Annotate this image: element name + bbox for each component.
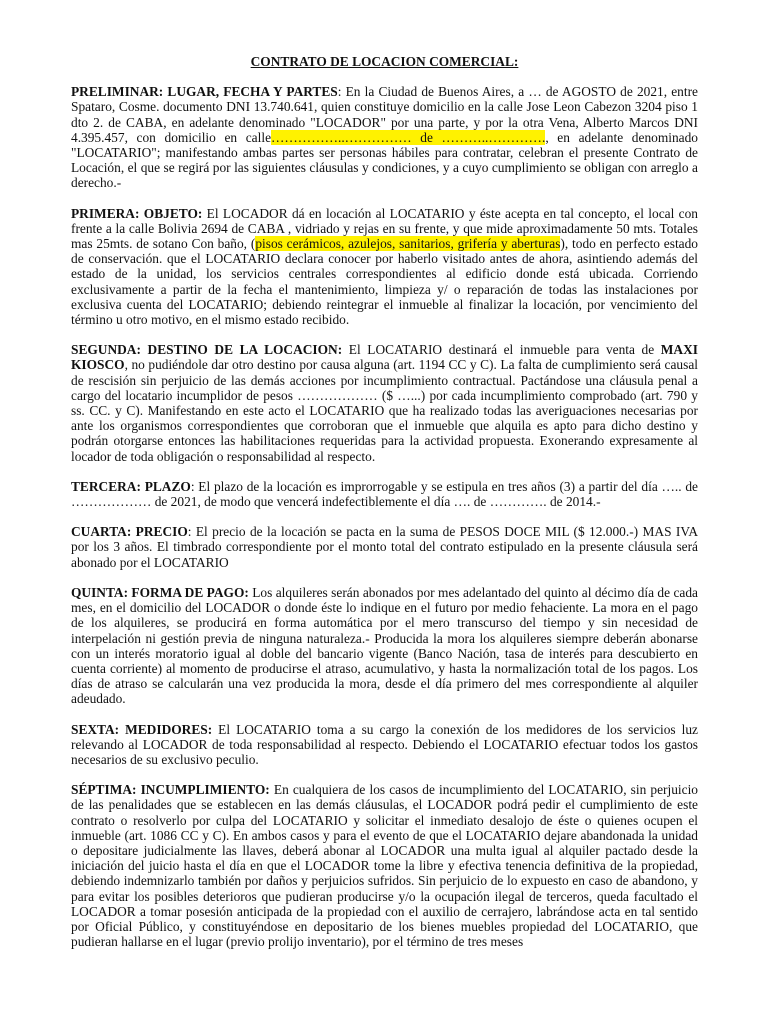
document-title: CONTRATO DE LOCACION COMERCIAL: xyxy=(250,54,519,69)
clause-heading: PRELIMINAR: LUGAR, FECHA Y PARTES xyxy=(71,84,338,100)
clause-heading: CUARTA: PRECIO xyxy=(71,524,188,540)
clause-text: En cualquiera de los casos de incumplimiento del LOCATARIO, sin perjuicio de las penalidades que se establecen en las demás cláusulas, el LOCADOR podrá pedir el cumplimiento de este contrato o resolverlo por culpa del LOCATARIO y solicitar el inmediato desalojo de éste o quienes ocupen el inmueble (art. 1086 CC y C). En ambos casos y para el evento de que el LOCATARIO dejare abandonada la unidad o depositare judicialmente las llaves, deberá abonar al LOCADOR una multa igual al alquiler pactado desde la iniciación del juicio hasta el día en que el LOCADOR tome la libre y efectiva tenencia definitiva de la propiedad, debiendo indemnizarlo también por daños y perjuicios sufridos. Sin perjuicio de lo expuesto en caso de abandono, y para evitar los posibles deterioros que pudieran producirse y/o la ocupación ilegal de terceros, queda facultado el LOCADOR a tomar posesión anticipada de la propiedad con el auxilio de cerrajero, labrándose acta en tal sentido por Oficial Público, y constituyéndose en depositario de los bienes muebles propiedad del LOCATARIO, que pudieran hallarse en el lugar (previo prolijo inventario), por el término de tres meses xyxy=(71,782,698,950)
clause-cuarta xyxy=(71,524,698,570)
clause-text: , no pudiéndole dar otro destino por causa alguna (art. 1194 CC y C). La falta de cumplimiento será causal de rescisión sin perjuicio de las demás acciones por incumplimiento contractual. Pactándose una cláusula penal a cargo del locatario incumplidor de pesos ……………… ($ …...) por cada incumplimiento comprobado (art. 790 y ss. CC. y C). Manifestando en este acto el LOCATARIO que ha realizado todas las averiguaciones necesarias por ante los organismos correspondientes que corroboran que el inmueble que alquila es apto para dicho destino y podrán otorgarse entonces las habilitaciones requeridas para la actividad propuesta. Exonerando expresamente al locador de toda obligación o responsabilidad al respecto. xyxy=(71,357,698,464)
clause-preliminar xyxy=(71,84,698,190)
clause-text: El LOCADOR dá en locación al LOCATARIO y éste acepta en tal concepto, el local con frente a la calle Bolivia 2694 de CABA , vidriado y rejas en su frente, y que mide aproximadamente 50 mts. Totales mas 25mts. de sotano Con baño, ( xyxy=(71,205,698,252)
clause-heading: TERCERA: PLAZO xyxy=(71,478,191,494)
clause-text: Los alquileres serán abonados por mes adelantado del quinto al décimo día de cada mes, en el domicilio del LOCADOR o donde éste lo indique en el futuro por medio fehaciente. La mora en el pago de los alquileres, se producirá en forma automática por el mero transcurso del tiempo y sin necesidad de interpelación ni gestión previa de ninguna naturaleza.- Producida la mora los alquileres siempre deberán abonarse con un interés moratorio igual al doble del bancario vigente (Banco Nación, tasa de interés para descubierto en cuenta corriente) al momento de producirse el atraso, acumulativo, y hasta la normalización total de los pagos. Los días de atraso se calcularán una vez producida la mora, desde el día primero del mes correspondiente al alquiler adeudado. xyxy=(71,584,698,707)
clause-tercera xyxy=(71,479,698,509)
bold-text: MAXI KIOSCO xyxy=(71,342,698,373)
clause-text: : El precio de la locación se pacta en la suma de PESOS DOCE MIL ($ 12.000.-) MAS IVA por los 3 años. El timbrado correspondiente por el monto total del contrato estipulado en la presente cláusula será abonado por el LOCATARIO xyxy=(71,524,699,570)
clause-heading: SEXTA: MEDIDORES: xyxy=(71,721,213,737)
clause-text: ), todo en perfecto estado de conservación. que el LOCATARIO declara conocer por haberlo visitado antes de ahora, asintiendo además del estado de la unidad, los servicios centrales correspondientes al edificio donde está ubicada. Corriendo exclusivamente a partir de la fecha el mantenimiento, limpieza y/ o reparación de todas las instalaciones por exclusiva cuenta del LOCATARIO; debiendo reintegrar el inmueble al finalizar la locación, por vencimiento del término u otro motivo, en el mismo estado recibido. xyxy=(71,236,699,328)
clause-primera xyxy=(71,206,698,328)
clause-quinta xyxy=(71,585,698,707)
clause-heading: SEGUNDA: DESTINO DE LA LOCACION: xyxy=(71,342,343,358)
clause-text: : En la Ciudad de Buenos Aires, a … de AGOSTO de 2021, entre Spataro, Cosme. documento DNI 13.740.641, quien constituye domicilio en la calle Jose Leon Cabezon 3204 piso 1 dto 2. de CABA, en adelante denominado "LOCADOR" por una parte, y por la otra Vena, Alberto Marcos DNI 4.395.457, con domicilio en calle xyxy=(71,84,698,145)
clause-septima xyxy=(71,782,698,949)
clause-heading: SÉPTIMA: INCUMPLIMIENTO: xyxy=(71,782,270,798)
clause-text: , en adelante denominado "LOCATARIO"; manifestando ambas partes ser personas hábiles para contratar, celebran el presente Contrato de Locación, el que se regirá por las siguientes cláusulas y condiciones, y a cuyo cumplimiento se obligan con arreglo a derecho.- xyxy=(71,129,698,191)
clause-segunda xyxy=(71,342,698,464)
clause-text: : El plazo de la locación es improrrogable y se estipula en tres años (3) a partir del día ….. de ……………… de 2021, de modo que vencerá indefectiblemente el día …. de …………. de 2014.- xyxy=(71,478,698,510)
clause-heading: QUINTA: FORMA DE PAGO: xyxy=(71,584,249,600)
clause-heading: PRIMERA: OBJETO: xyxy=(71,205,203,221)
highlighted-text: pisos cerámicos, azulejos, sanitarios, grifería y aberturas xyxy=(255,236,561,252)
highlighted-text: ……………..…………… de ………..…………. xyxy=(271,129,546,145)
clause-sexta xyxy=(71,722,698,768)
clause-text: El LOCATARIO destinará el inmueble para venta de xyxy=(342,342,661,358)
document-page xyxy=(71,54,698,964)
clause-text: El LOCATARIO toma a su cargo la conexión de los medidores de los servicios luz relevando al LOCADOR de toda responsabilidad al respecto. Debiendo el LOCATARIO efectuar todos los gastos necesarios de su exclusivo peculio. xyxy=(71,721,698,767)
